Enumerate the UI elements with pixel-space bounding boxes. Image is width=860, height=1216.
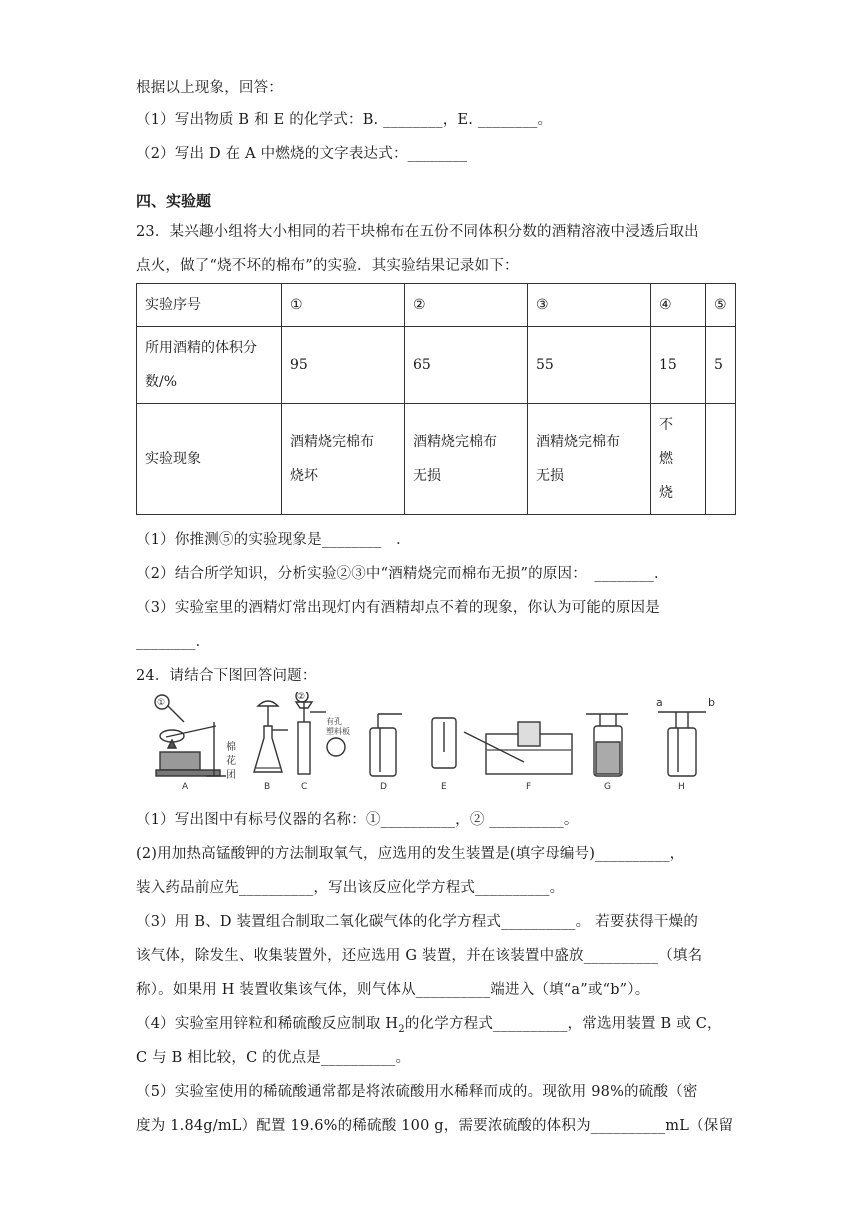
- q24-part3b: 该气体，除发生、收集装置外，还应选用 G 装置，并在该装置中盛放__________（填名: [136, 948, 703, 964]
- label-plate-2: 塑料板: [326, 727, 350, 736]
- apparatus-diagram: [146, 692, 726, 792]
- apparatus-f: [464, 722, 572, 774]
- table-row: [137, 404, 736, 515]
- table-row: [137, 284, 736, 327]
- q24-part5b: 度为 1.84g/mL）配置 19.6%的稀硫酸 100 g，需要浓硫酸的体积为__________mL（保留: [136, 1118, 734, 1134]
- apparatus-label: D: [380, 782, 387, 792]
- q23-part1: （1）你推测⑤的实验现象是________ ．: [136, 532, 411, 548]
- apparatus-label: H: [678, 782, 685, 792]
- table-cell: 实验序号: [137, 284, 282, 327]
- q24-part4b: C 与 B 相比较，C 的优点是__________。: [136, 1050, 411, 1066]
- table-cell-line: 数/%: [145, 374, 178, 390]
- table-cell: 实验现象: [137, 404, 282, 515]
- table-cell: 15: [651, 327, 706, 404]
- q24-part4a-sub: 2: [398, 1023, 405, 1035]
- q24-part4a: [136, 1012, 722, 1035]
- apparatus-h: [658, 712, 706, 776]
- experiment-table: [136, 283, 736, 515]
- apparatus-label: C: [301, 782, 308, 792]
- q24-part4a-pre: （4）实验室用锌粒和稀硫酸反应制取 H: [136, 1016, 399, 1032]
- apparatus-label: B: [264, 782, 271, 792]
- table-cell-line: 不 燃: [659, 417, 687, 467]
- mark-1: ①: [157, 698, 166, 708]
- q24-part1: （1）写出图中有标号仪器的名称：①__________，② __________。: [136, 812, 579, 828]
- table-cell-line: 酒精烧完棉布: [290, 434, 374, 450]
- q24-part4a-post: 的化学方程式__________，常选用装置 B 或 C，: [404, 1016, 722, 1032]
- apparatus-d: [370, 714, 402, 776]
- table-cell: [528, 404, 651, 515]
- q24-part3a: （3）用 B、D 装置组合制取二氧化碳气体的化学方程式__________。 若要获得干燥的: [136, 914, 699, 930]
- q24-part2b: 装入药品前应先__________，写出该反应化学方程式__________。: [136, 880, 565, 896]
- table-cell: 55: [528, 327, 651, 404]
- q24-part3c: 称）。如果用 H 装置收集该气体，则气体从__________端进入（填“a”或“b”）。: [136, 982, 650, 998]
- table-row: [137, 327, 736, 404]
- table-cell-line: 无损: [413, 468, 441, 484]
- table-cell-line: 无损: [536, 468, 564, 484]
- table-cell-line: 酒精烧完棉布: [413, 434, 497, 450]
- label-cotton-2: 花: [226, 756, 236, 767]
- label-plate-1: 有孔: [326, 717, 342, 726]
- table-cell-line: 烧坏: [290, 468, 318, 484]
- q23-line1: 23．某兴趣小组将大小相同的若干块棉布在五份不同体积分数的酒精溶液中浸透后取出: [136, 224, 699, 240]
- mark-2: ②: [297, 692, 306, 702]
- table-cell-line: 烧: [659, 485, 673, 501]
- label-a: a: [656, 696, 663, 709]
- table-cell: ④: [651, 284, 706, 327]
- label-b: b: [708, 696, 715, 709]
- q22-part1: （1）写出物质 B 和 E 的化学式：B. ________，E. ________。: [136, 112, 553, 128]
- apparatus-label: A: [182, 782, 189, 792]
- table-cell: ②: [405, 284, 528, 327]
- table-cell-line: 所用酒精的体积分: [145, 340, 257, 356]
- apparatus-e: [432, 718, 456, 768]
- table-cell: 5: [706, 327, 736, 404]
- apparatus-a: [155, 695, 226, 776]
- table-cell-line: 酒精烧完棉布: [536, 434, 620, 450]
- label-cotton-1: 棉: [226, 742, 236, 753]
- q23-line2: 点火，做了“烧不坏的棉布”的实验．其实验结果记录如下：: [136, 258, 519, 274]
- table-cell: ①: [282, 284, 405, 327]
- section-title: 四、实验题: [136, 192, 212, 210]
- apparatus-b: [254, 701, 288, 772]
- q24-title: 24．请结合下图回答问题：: [136, 668, 317, 684]
- table-cell: ⑤: [706, 284, 736, 327]
- table-cell: 65: [405, 327, 528, 404]
- apparatus-label: G: [604, 782, 611, 792]
- table-cell: [282, 404, 405, 515]
- table-cell: 95: [282, 327, 405, 404]
- apparatus-label: E: [441, 782, 447, 792]
- table-cell: [405, 404, 528, 515]
- table-cell: [706, 404, 736, 515]
- table-cell: [137, 327, 282, 404]
- table-cell: ③: [528, 284, 651, 327]
- q24-part5a: （5）实验室使用的稀硫酸通常都是将浓硫酸用水稀释而成的。现欲用 98%的硫酸（密: [136, 1084, 698, 1100]
- label-cotton-3: 团: [226, 770, 236, 781]
- intro-text: 根据以上现象，回答：: [136, 80, 283, 96]
- q23-part3a: （3）实验室里的酒精灯常出现灯内有酒精却点不着的现象，你认为可能的原因是: [136, 600, 660, 616]
- q22-part2: （2）写出 D 在 A 中燃烧的文字表达式：________: [136, 146, 468, 162]
- q23-part2: （2）结合所学知识，分析实验②③中“酒精烧完而棉布无损”的原因： ________．: [136, 566, 669, 582]
- apparatus-g: [586, 714, 628, 776]
- q24-part2a: (2)用加热高锰酸钾的方法制取氧气，应选用的发生装置是(填字母编号)__________，: [136, 846, 685, 862]
- table-cell: [651, 404, 706, 515]
- q23-part3b: ________．: [136, 634, 211, 650]
- apparatus-label: F: [526, 782, 532, 792]
